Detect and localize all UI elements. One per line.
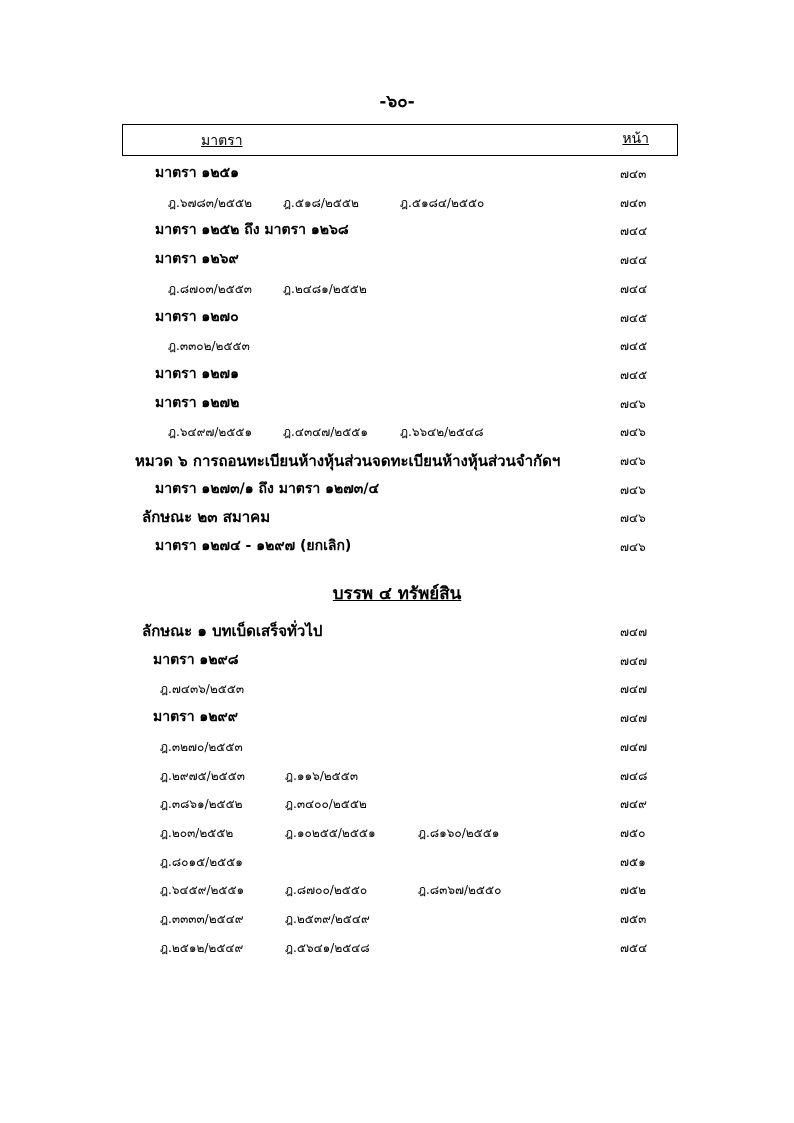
page-number: -๖๐- — [379, 92, 415, 112]
index-row-chapter — [0, 449, 794, 471]
index-row-cite — [0, 277, 794, 299]
entry-label: มาตรา ๑๒๗๐ — [155, 308, 239, 325]
header-page-label: หน้า — [622, 131, 649, 147]
book-title: บรรพ ๔ ทรัพย์สิน — [332, 584, 462, 604]
case-citation: ฎ.๖๖๔๒/๒๕๔๘ — [400, 425, 484, 440]
index-row-sec — [0, 248, 794, 270]
index-row-sec — [0, 478, 794, 500]
case-citation: ฎ.๒๙๗๕/๒๕๕๓ — [160, 768, 245, 783]
case-citation: ฎ.๓๓๓๓/๒๕๔๙ — [160, 912, 244, 926]
table-header — [122, 124, 678, 156]
case-citation: ฎ.๕๖๔๑/๒๕๔๘ — [285, 940, 370, 955]
case-citation: ฎ.๑๐๒๕๕/๒๕๕๑ — [285, 825, 376, 840]
entry-label: ลักษณะ ๑ บทเบ็ดเสร็จทั่วไป — [142, 622, 323, 640]
case-citation: ฎ.๘๑๖๐/๒๕๕๑ — [418, 825, 500, 840]
index-row-cite — [0, 334, 794, 356]
case-citation: ฎ.๖๔๙๗/๒๕๕๑ — [168, 425, 253, 440]
page-ref: ๗๕๑ — [620, 854, 646, 869]
index-row-cite — [0, 821, 794, 843]
header-section-label: มาตรา — [201, 133, 243, 149]
entry-label: มาตรา ๑๒๖๙ — [155, 251, 239, 268]
page-ref: ๗๕๒ — [620, 883, 647, 898]
page-ref: ๗๔๖ — [620, 425, 646, 440]
page-ref: ๗๔๖ — [620, 396, 646, 411]
case-citation: ฎ.๕๑๘๔/๒๕๕๐ — [400, 195, 485, 210]
page-ref: ๗๔๗ — [620, 682, 648, 697]
entry-label: มาตรา ๑๒๗๔ - ๑๒๙๗ (ยกเลิก) — [155, 538, 352, 555]
page-ref: ๗๔๗ — [620, 625, 648, 639]
index-row-sec — [0, 162, 794, 184]
page-ref: ๗๔๔ — [620, 224, 648, 239]
page-ref: ๗๔๖ — [620, 454, 646, 468]
page-ref: ๗๕๐ — [620, 825, 646, 840]
page-ref: ๗๕๓ — [620, 912, 647, 926]
entry-label: มาตรา ๑๒๗๒ — [155, 394, 240, 411]
page-ref: ๗๔๘ — [620, 768, 648, 783]
index-row-sec — [0, 363, 794, 385]
case-citation: ฎ.๘๐๑๕/๒๕๕๑ — [160, 854, 243, 869]
page-ref: ๗๔๔ — [620, 281, 648, 296]
index-row-cite — [0, 878, 794, 900]
index-row-cite — [0, 907, 794, 929]
entry-label: หมวด ๖ การถอนทะเบียนห้างหุ้นส่วนจดทะเบียนห้างหุ้นส่วนจำกัดฯ — [135, 452, 561, 470]
case-citation: ฎ.๘๓๖๗/๒๕๕๐ — [418, 883, 502, 898]
entry-label: มาตรา ๑๒๗๓/๑ ถึง มาตรา ๑๒๗๓/๔ — [155, 480, 380, 497]
case-citation: ฎ.๘๗๐๐/๒๕๕๐ — [285, 883, 368, 898]
case-citation: ฎ.๓๘๖๑/๒๕๕๒ — [160, 797, 243, 812]
page-ref: ๗๔๕ — [620, 310, 648, 325]
entry-label: มาตรา ๑๒๙๘ — [153, 651, 239, 668]
case-citation: ฎ.๕๑๘/๒๕๕๒ — [283, 195, 359, 210]
index-row-sec — [0, 219, 794, 241]
page-ref: ๗๔๖ — [620, 540, 646, 555]
entry-label: มาตรา ๑๒๕๑ — [155, 165, 240, 181]
case-citation: ฎ.๖๗๘๓/๒๕๕๒ — [168, 195, 252, 210]
index-row-sec — [0, 706, 794, 728]
index-row-cite — [0, 850, 794, 872]
case-citation: ฎ.๖๔๕๙/๒๕๕๑ — [160, 883, 245, 898]
page-ref: ๗๔๙ — [620, 797, 647, 812]
page-ref: ๗๔๓ — [620, 195, 647, 210]
page-ref: ๗๕๔ — [620, 940, 648, 955]
index-row-sec — [0, 649, 794, 671]
index-row-cite — [0, 420, 794, 442]
entry-label: มาตรา ๑๒๕๒ ถึง มาตรา ๑๒๖๘ — [155, 222, 349, 239]
case-citation: ฎ.๓๔๐๐/๒๕๕๒ — [285, 797, 367, 812]
entry-label: มาตรา ๑๒๗๑ — [155, 365, 239, 382]
case-citation: ฎ.๒๕๓๙/๒๕๔๙ — [285, 912, 370, 926]
page-ref: ๗๔๖ — [620, 482, 646, 497]
page-ref: ๗๔๔ — [620, 253, 648, 268]
page-ref: ๗๔๗ — [620, 739, 648, 754]
page-ref: ๗๔๕ — [620, 339, 648, 354]
index-row-sec — [0, 306, 794, 328]
index-row-cite — [0, 764, 794, 786]
case-citation: ฎ.๓๓๐๒/๒๕๕๓ — [168, 339, 250, 354]
case-citation: ฎ.๒๔๘๑/๒๕๕๒ — [283, 281, 367, 296]
case-citation: ฎ.๔๓๔๗/๒๕๕๑ — [283, 425, 368, 440]
index-row-sec — [0, 392, 794, 414]
page-ref: ๗๔๖ — [620, 511, 646, 526]
index-row-title — [0, 620, 794, 642]
page-ref: ๗๔๗ — [620, 711, 648, 726]
index-row-cite — [0, 735, 794, 757]
case-citation: ฎ.๗๔๓๖/๒๕๕๓ — [160, 682, 245, 697]
index-row-cite — [0, 191, 794, 213]
index-row-cite — [0, 677, 794, 699]
entry-label: มาตรา ๑๒๙๙ — [153, 709, 239, 726]
entry-label: ลักษณะ ๒๓ สมาคม — [142, 508, 271, 527]
page-ref: ๗๔๕ — [620, 367, 648, 382]
case-citation: ฎ.๒๐๓/๒๕๕๒ — [160, 825, 234, 840]
case-citation: ฎ.๘๗๐๓/๒๕๕๓ — [168, 281, 252, 296]
index-row-cite — [0, 792, 794, 814]
index-row-title — [0, 506, 794, 528]
index-row-cite — [0, 936, 794, 958]
case-citation: ฎ.๒๕๑๒/๒๕๔๙ — [160, 940, 244, 955]
index-row-sec — [0, 535, 794, 557]
case-citation: ฎ.๑๑๖/๒๕๕๓ — [285, 768, 359, 783]
page-ref: ๗๔๗ — [620, 653, 648, 668]
case-citation: ฎ.๓๒๗๐/๒๕๕๓ — [160, 739, 243, 754]
page-ref: ๗๔๓ — [620, 167, 647, 181]
